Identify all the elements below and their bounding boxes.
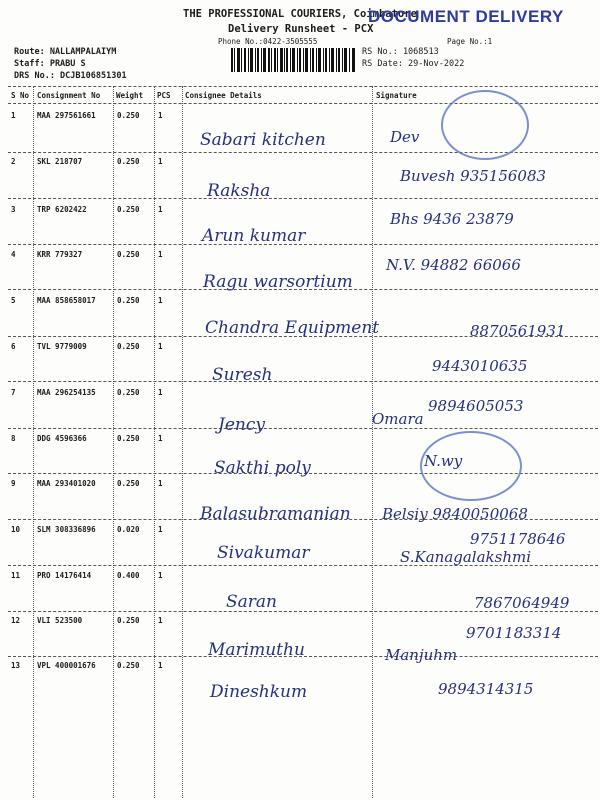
company-seal (441, 90, 529, 160)
col-header-weight: Weight (116, 91, 144, 100)
row-9-sno: 9 (11, 479, 16, 488)
row-1-sno: 1 (11, 111, 16, 120)
row-9-pcs: 1 (158, 479, 163, 488)
row-1-pcs: 1 (158, 111, 163, 120)
staff-label: Staff: PRABU S (14, 59, 86, 69)
handwritten-signature: 9751178646 (470, 530, 566, 548)
row-8-pcs: 1 (158, 434, 163, 443)
row-8-sno: 8 (11, 434, 16, 443)
page-number: Page No.:1 (447, 37, 493, 46)
handwritten-consignee: Dineshkum (210, 682, 308, 702)
row-4-pcs: 1 (158, 250, 163, 259)
row-13-consignment: VPL 400001676 (37, 661, 96, 670)
handwritten-consignee: Sabari kitchen (200, 130, 326, 150)
handwritten-consignee: Balasubramanian (200, 504, 351, 524)
row-6-sno: 6 (11, 342, 16, 351)
row-divider (8, 381, 598, 382)
row-5-consignment: MAA 858658017 (37, 296, 96, 305)
handwritten-signature: Dev (390, 128, 420, 146)
row-1-consignment: MAA 297561661 (37, 111, 96, 120)
row-9-consignment: MAA 293401020 (37, 479, 96, 488)
handwritten-signature: Manjuhm (385, 646, 458, 664)
row-11-pcs: 1 (158, 571, 163, 580)
col-divider (372, 86, 373, 798)
handwritten-consignee: Sivakumar (217, 543, 310, 563)
row-7-pcs: 1 (158, 388, 163, 397)
col-header-pcs: PCS (157, 91, 171, 100)
document-subtitle: Delivery Runsheet - PCX (228, 23, 374, 35)
row-10-weight: 0.020 (117, 525, 140, 534)
handwritten-signature: S.Kanagalakshmi (400, 548, 532, 566)
col-header-consignment: Consignment No (37, 91, 101, 100)
handwritten-signature: Buvesh 935156083 (400, 167, 547, 185)
handwritten-signature: 8870561931 (470, 322, 566, 340)
row-3-consignment: TRP 6202422 (37, 205, 87, 214)
row-13-weight: 0.250 (117, 661, 140, 670)
rs-number: RS No.: 1068513 (362, 47, 439, 57)
row-5-pcs: 1 (158, 296, 163, 305)
col-header-consignee: Consignee Details (185, 91, 262, 100)
row-3-sno: 3 (11, 205, 16, 214)
col-divider (113, 86, 114, 798)
handwritten-consignee: Sakthi poly (214, 458, 311, 478)
row-8-weight: 0.250 (117, 434, 140, 443)
row-3-weight: 0.250 (117, 205, 140, 214)
phone-number: Phone No.:0422-3505555 (218, 37, 318, 46)
row-2-sno: 2 (11, 157, 16, 166)
row-12-weight: 0.250 (117, 616, 140, 625)
row-2-weight: 0.250 (117, 157, 140, 166)
handwritten-signature: Omara (372, 410, 424, 428)
row-8-consignment: DDG 4596366 (37, 434, 87, 443)
handwritten-signature: 9894314315 (438, 680, 534, 698)
row-divider (8, 428, 598, 429)
row-9-weight: 0.250 (117, 479, 140, 488)
row-5-sno: 5 (11, 296, 16, 305)
barcode (231, 48, 355, 72)
route-label: Route: NALLAMPALAIYM (14, 47, 117, 57)
handwritten-consignee: Raksha (207, 181, 271, 201)
handwritten-consignee: Ragu warsortium (203, 272, 353, 292)
handwritten-signature: 9701183314 (466, 624, 562, 642)
document-delivery-stamp: DOCUMENT DELIVERY (368, 7, 564, 26)
row-12-pcs: 1 (158, 616, 163, 625)
handwritten-consignee: Chandra Equipment (205, 318, 380, 338)
row-10-pcs: 1 (158, 525, 163, 534)
row-6-pcs: 1 (158, 342, 163, 351)
handwritten-consignee: Suresh (212, 365, 273, 385)
row-6-consignment: TVL 9779009 (37, 342, 87, 351)
col-divider (154, 86, 155, 798)
table-top-border (8, 86, 598, 87)
col-divider (182, 86, 183, 798)
handwritten-consignee: Marimuthu (208, 640, 305, 660)
row-10-sno: 10 (11, 525, 21, 534)
row-4-sno: 4 (11, 250, 16, 259)
document-title: THE PROFESSIONAL COURIERS, Coimbatore (183, 8, 417, 20)
handwritten-consignee: Jency (218, 415, 265, 435)
row-11-consignment: PRO 14176414 (37, 571, 92, 580)
row-4-weight: 0.250 (117, 250, 140, 259)
row-1-weight: 0.250 (117, 111, 140, 120)
row-5-weight: 0.250 (117, 296, 140, 305)
col-divider (33, 86, 34, 798)
row-10-consignment: SLM 308336896 (37, 525, 96, 534)
handwritten-signature: 9894605053 (428, 397, 524, 415)
handwritten-signature: Belsiy 9840050068 (382, 505, 528, 523)
handwritten-signature: Bhs 9436 23879 (390, 210, 514, 228)
row-4-consignment: KRR 779327 (37, 250, 83, 259)
row-13-pcs: 1 (158, 661, 163, 670)
col-header-sno: S No (11, 91, 30, 100)
row-12-sno: 12 (11, 616, 21, 625)
row-7-weight: 0.250 (117, 388, 140, 397)
row-7-consignment: MAA 296254135 (37, 388, 96, 397)
row-2-pcs: 1 (158, 157, 163, 166)
row-3-pcs: 1 (158, 205, 163, 214)
row-divider (8, 198, 598, 199)
rs-date: RS Date: 29-Nov-2022 (362, 59, 465, 69)
handwritten-consignee: Arun kumar (202, 226, 306, 246)
row-13-sno: 13 (11, 661, 21, 670)
handwritten-signature: 7867064949 (474, 594, 570, 612)
handwritten-signature: N.V. 94882 66066 (386, 256, 521, 274)
handwritten-signature: N.wy (424, 452, 463, 470)
row-11-sno: 11 (11, 571, 21, 580)
col-header-signature: Signature (376, 91, 417, 100)
row-2-consignment: SKL 218707 (37, 157, 83, 166)
row-6-weight: 0.250 (117, 342, 140, 351)
drs-number: DRS No.: DCJB106851301 (14, 71, 127, 81)
handwritten-consignee: Saran (226, 592, 277, 612)
handwritten-signature: 9443010635 (432, 357, 528, 375)
row-11-weight: 0.400 (117, 571, 140, 580)
row-7-sno: 7 (11, 388, 16, 397)
row-12-consignment: VLI 523500 (37, 616, 83, 625)
